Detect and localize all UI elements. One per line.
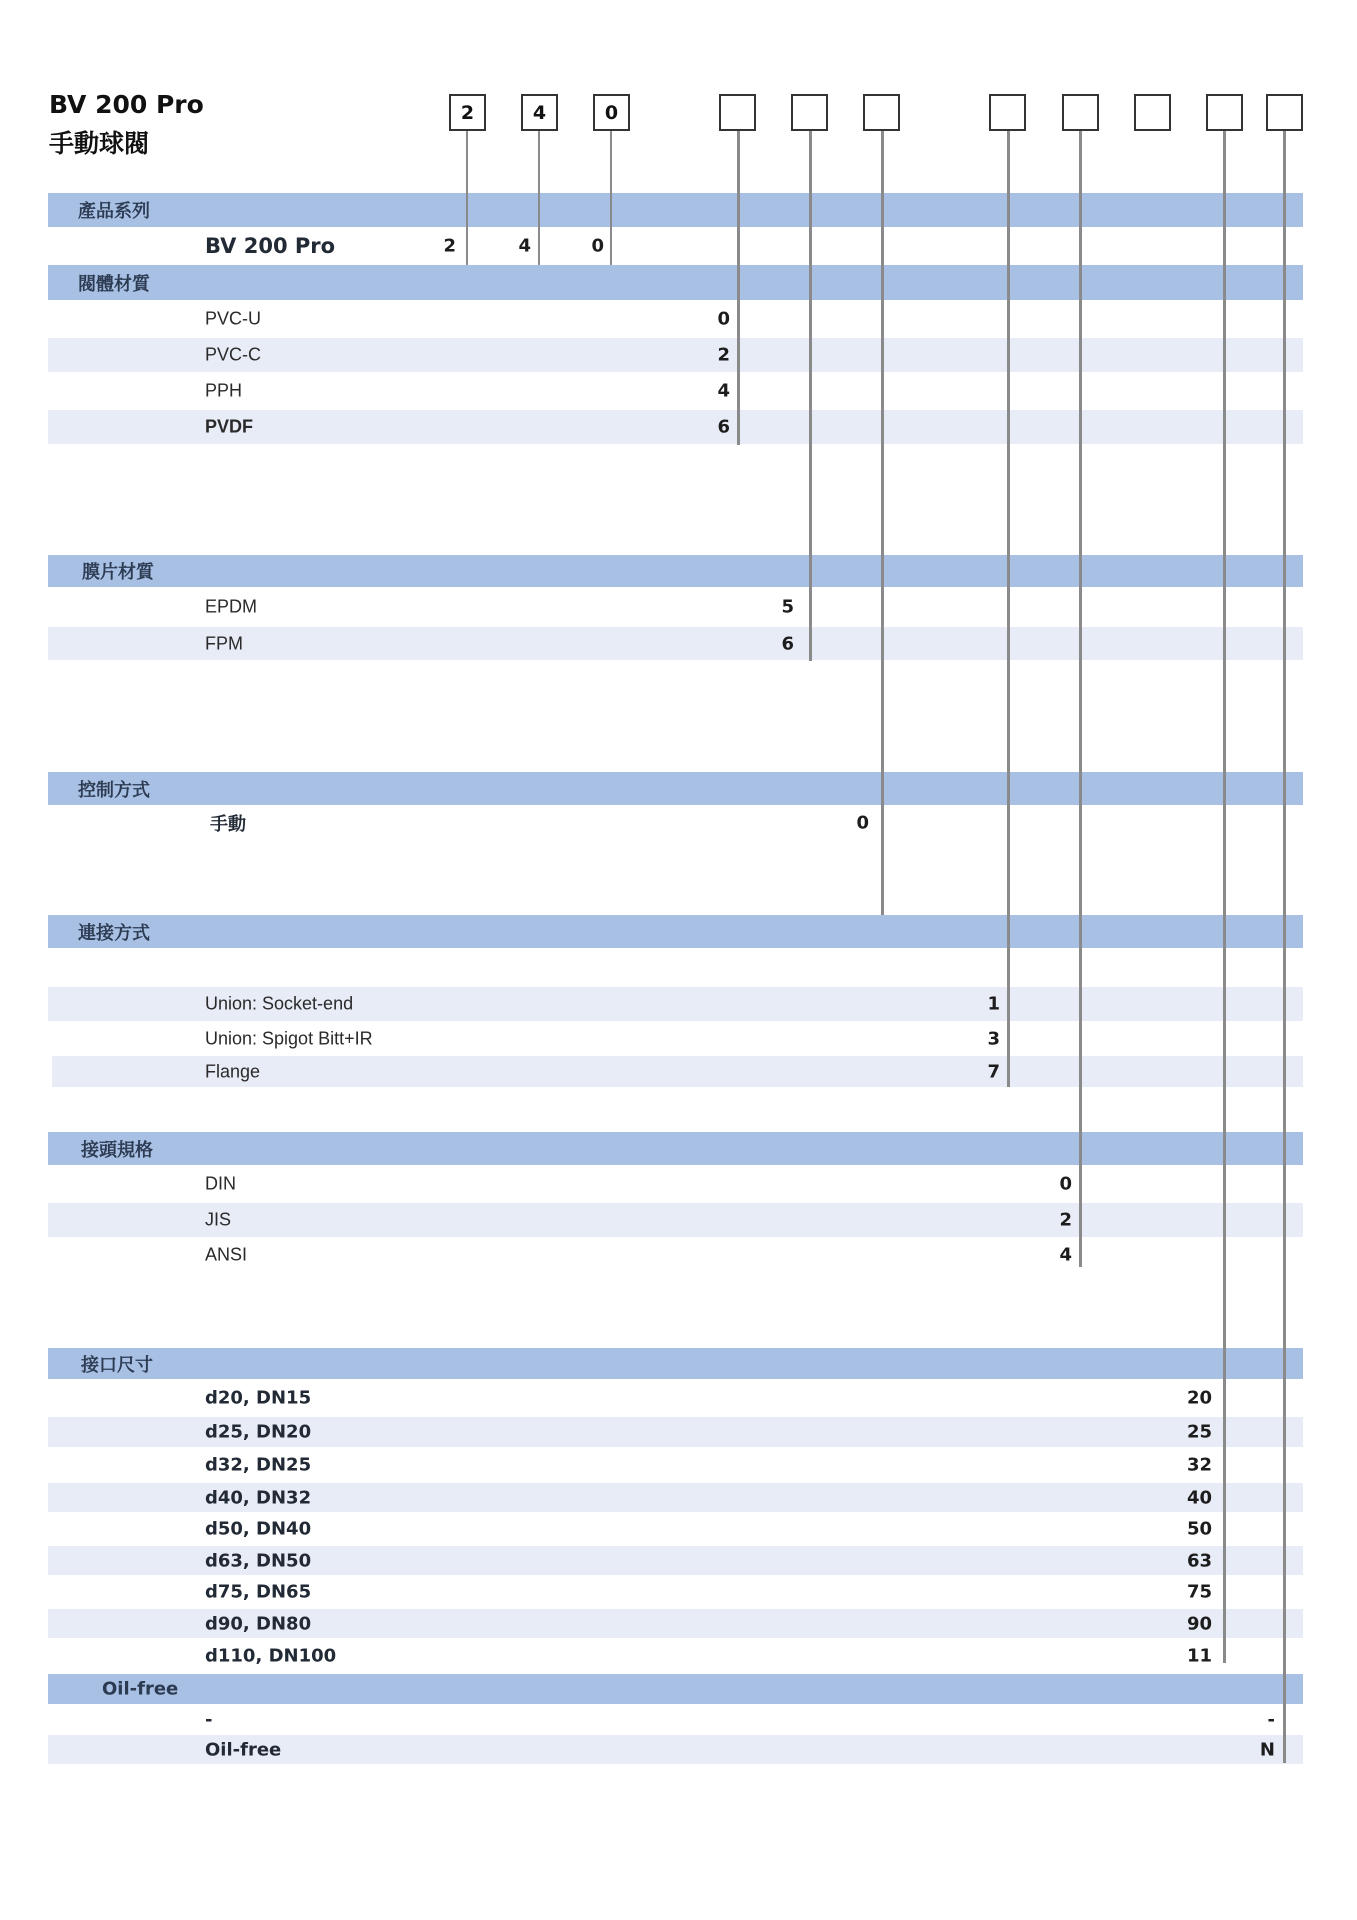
option-code: 3 xyxy=(987,1028,1000,1049)
option-code: 0 xyxy=(1059,1173,1072,1195)
table-row xyxy=(48,1417,1303,1447)
option-code: 0 xyxy=(717,308,730,330)
table-row xyxy=(48,1704,1303,1735)
table-row xyxy=(48,1379,1303,1417)
option-code: 50 xyxy=(1186,1518,1212,1540)
option-code: 40 xyxy=(1186,1487,1212,1508)
section-header-oil-free xyxy=(48,1674,1303,1704)
table-row xyxy=(48,1483,1303,1512)
option-code: 4 xyxy=(1059,1244,1072,1266)
table-row xyxy=(48,1021,1303,1056)
option-code: 6 xyxy=(781,633,794,654)
option-name: JIS xyxy=(205,1209,232,1230)
table-row xyxy=(48,338,1303,372)
section-label: Oil-free xyxy=(102,1678,179,1700)
option-code: N xyxy=(1259,1739,1275,1760)
option-name: d40, DN32 xyxy=(205,1487,312,1508)
table-row xyxy=(48,987,1303,1021)
table-row xyxy=(48,1638,1303,1674)
option-code: 7 xyxy=(987,1061,1000,1082)
option-name: d32, DN25 xyxy=(205,1454,312,1476)
table-row xyxy=(48,1447,1303,1483)
option-code: 5 xyxy=(781,596,794,618)
connector-line-2 xyxy=(538,131,540,265)
code-box-unused xyxy=(1134,94,1171,131)
option-name: EPDM xyxy=(205,596,258,617)
code-box-body-material xyxy=(719,94,756,131)
table-row xyxy=(48,1609,1303,1638)
option-code: 2 xyxy=(443,235,456,257)
connector-line-control xyxy=(881,131,884,915)
table-row xyxy=(48,627,1303,660)
option-name: PVC-C xyxy=(205,344,262,365)
table-row xyxy=(48,227,1303,265)
option-name: Union: Socket-end xyxy=(205,993,354,1014)
code-box-2: 4 xyxy=(521,94,558,131)
option-name: d63, DN50 xyxy=(205,1550,312,1571)
table-row xyxy=(48,587,1303,627)
connector-line-connection xyxy=(1007,131,1010,1087)
option-code: 90 xyxy=(1186,1613,1212,1634)
option-name: PPH xyxy=(205,380,243,401)
section-header-membrane-material xyxy=(48,555,1303,587)
option-name: d90, DN80 xyxy=(205,1613,312,1634)
connector-line-connector-standard xyxy=(1079,131,1082,1267)
option-name: FPM xyxy=(205,633,243,653)
option-name: Oil-free xyxy=(205,1739,282,1760)
product-subtitle: 手動球閥 xyxy=(49,129,150,158)
option-code: 4 xyxy=(518,235,531,257)
option-name: BV 200 Pro xyxy=(205,234,336,258)
code-box-3: 0 xyxy=(593,94,630,131)
code-box-1: 2 xyxy=(449,94,486,131)
section-label: 接頭規格 xyxy=(81,1139,153,1161)
option-name: PVDF xyxy=(205,416,254,437)
code-box-connector-standard xyxy=(1062,94,1099,131)
option-code: 6 xyxy=(717,416,730,438)
option-code: 75 xyxy=(1186,1581,1212,1603)
option-name: ANSI xyxy=(205,1244,248,1265)
option-name: d25, DN20 xyxy=(205,1421,312,1443)
section-header-size xyxy=(48,1348,1303,1379)
connector-line-oil-free xyxy=(1283,131,1286,1763)
table-row xyxy=(48,300,1303,338)
code-box-control xyxy=(863,94,900,131)
connector-line-3 xyxy=(610,131,612,265)
option-code: 0 xyxy=(856,812,869,834)
section-label: 產品系列 xyxy=(78,201,150,222)
option-code: 20 xyxy=(1186,1387,1212,1409)
section-label: 連接方式 xyxy=(78,922,150,944)
section-header-connector-standard xyxy=(48,1132,1303,1165)
connector-line-size xyxy=(1223,131,1226,1663)
table-row xyxy=(48,410,1303,444)
option-code: 11 xyxy=(1186,1645,1212,1667)
section-header-series xyxy=(48,193,1303,227)
option-name: d75, DN65 xyxy=(205,1581,312,1603)
table-row xyxy=(48,1165,1303,1203)
section-label: 接口尺寸 xyxy=(81,1354,153,1376)
table-row xyxy=(48,1546,1303,1575)
connector-line-1 xyxy=(466,131,468,265)
table-row xyxy=(48,372,1303,410)
section-header-body-material xyxy=(48,265,1303,300)
option-code: - xyxy=(1267,1709,1275,1730)
option-name: Union: Spigot Bitt+IR xyxy=(205,1028,373,1048)
product-title: BV 200 Pro xyxy=(49,90,204,119)
option-name: Flange xyxy=(205,1061,261,1081)
option-code: 1 xyxy=(987,993,1000,1015)
option-code: 0 xyxy=(591,235,604,257)
code-box-membrane xyxy=(791,94,828,131)
code-box-connection xyxy=(989,94,1026,131)
option-name: d110, DN100 xyxy=(205,1645,337,1667)
option-code: 63 xyxy=(1186,1550,1212,1571)
option-name: PVC-U xyxy=(205,308,262,329)
connector-line-membrane xyxy=(809,131,812,661)
option-code: 4 xyxy=(717,380,730,402)
table-row xyxy=(48,1575,1303,1609)
table-row xyxy=(48,805,1303,841)
option-code: 2 xyxy=(717,344,730,366)
code-box-oil-free xyxy=(1266,94,1303,131)
option-code: 2 xyxy=(1059,1209,1072,1231)
section-header-connection xyxy=(48,915,1303,948)
table-row xyxy=(48,1237,1303,1273)
option-name: DIN xyxy=(205,1173,236,1194)
option-code: 32 xyxy=(1186,1454,1212,1476)
option-name: 手動 xyxy=(210,814,246,835)
table-row xyxy=(48,1735,1303,1764)
option-name: d50, DN40 xyxy=(205,1518,312,1540)
option-code: 25 xyxy=(1186,1421,1212,1443)
section-label: 閥體材質 xyxy=(78,273,150,295)
section-label: 控制方式 xyxy=(78,779,150,801)
connector-line-body-material xyxy=(737,131,740,445)
section-label: 膜片材質 xyxy=(82,562,154,583)
table-row xyxy=(48,1512,1303,1546)
code-box-size xyxy=(1206,94,1243,131)
table-row xyxy=(52,1056,1303,1087)
table-row xyxy=(48,1203,1303,1237)
option-name: d20, DN15 xyxy=(205,1387,312,1409)
option-name: - xyxy=(205,1709,213,1730)
section-header-control xyxy=(48,772,1303,805)
